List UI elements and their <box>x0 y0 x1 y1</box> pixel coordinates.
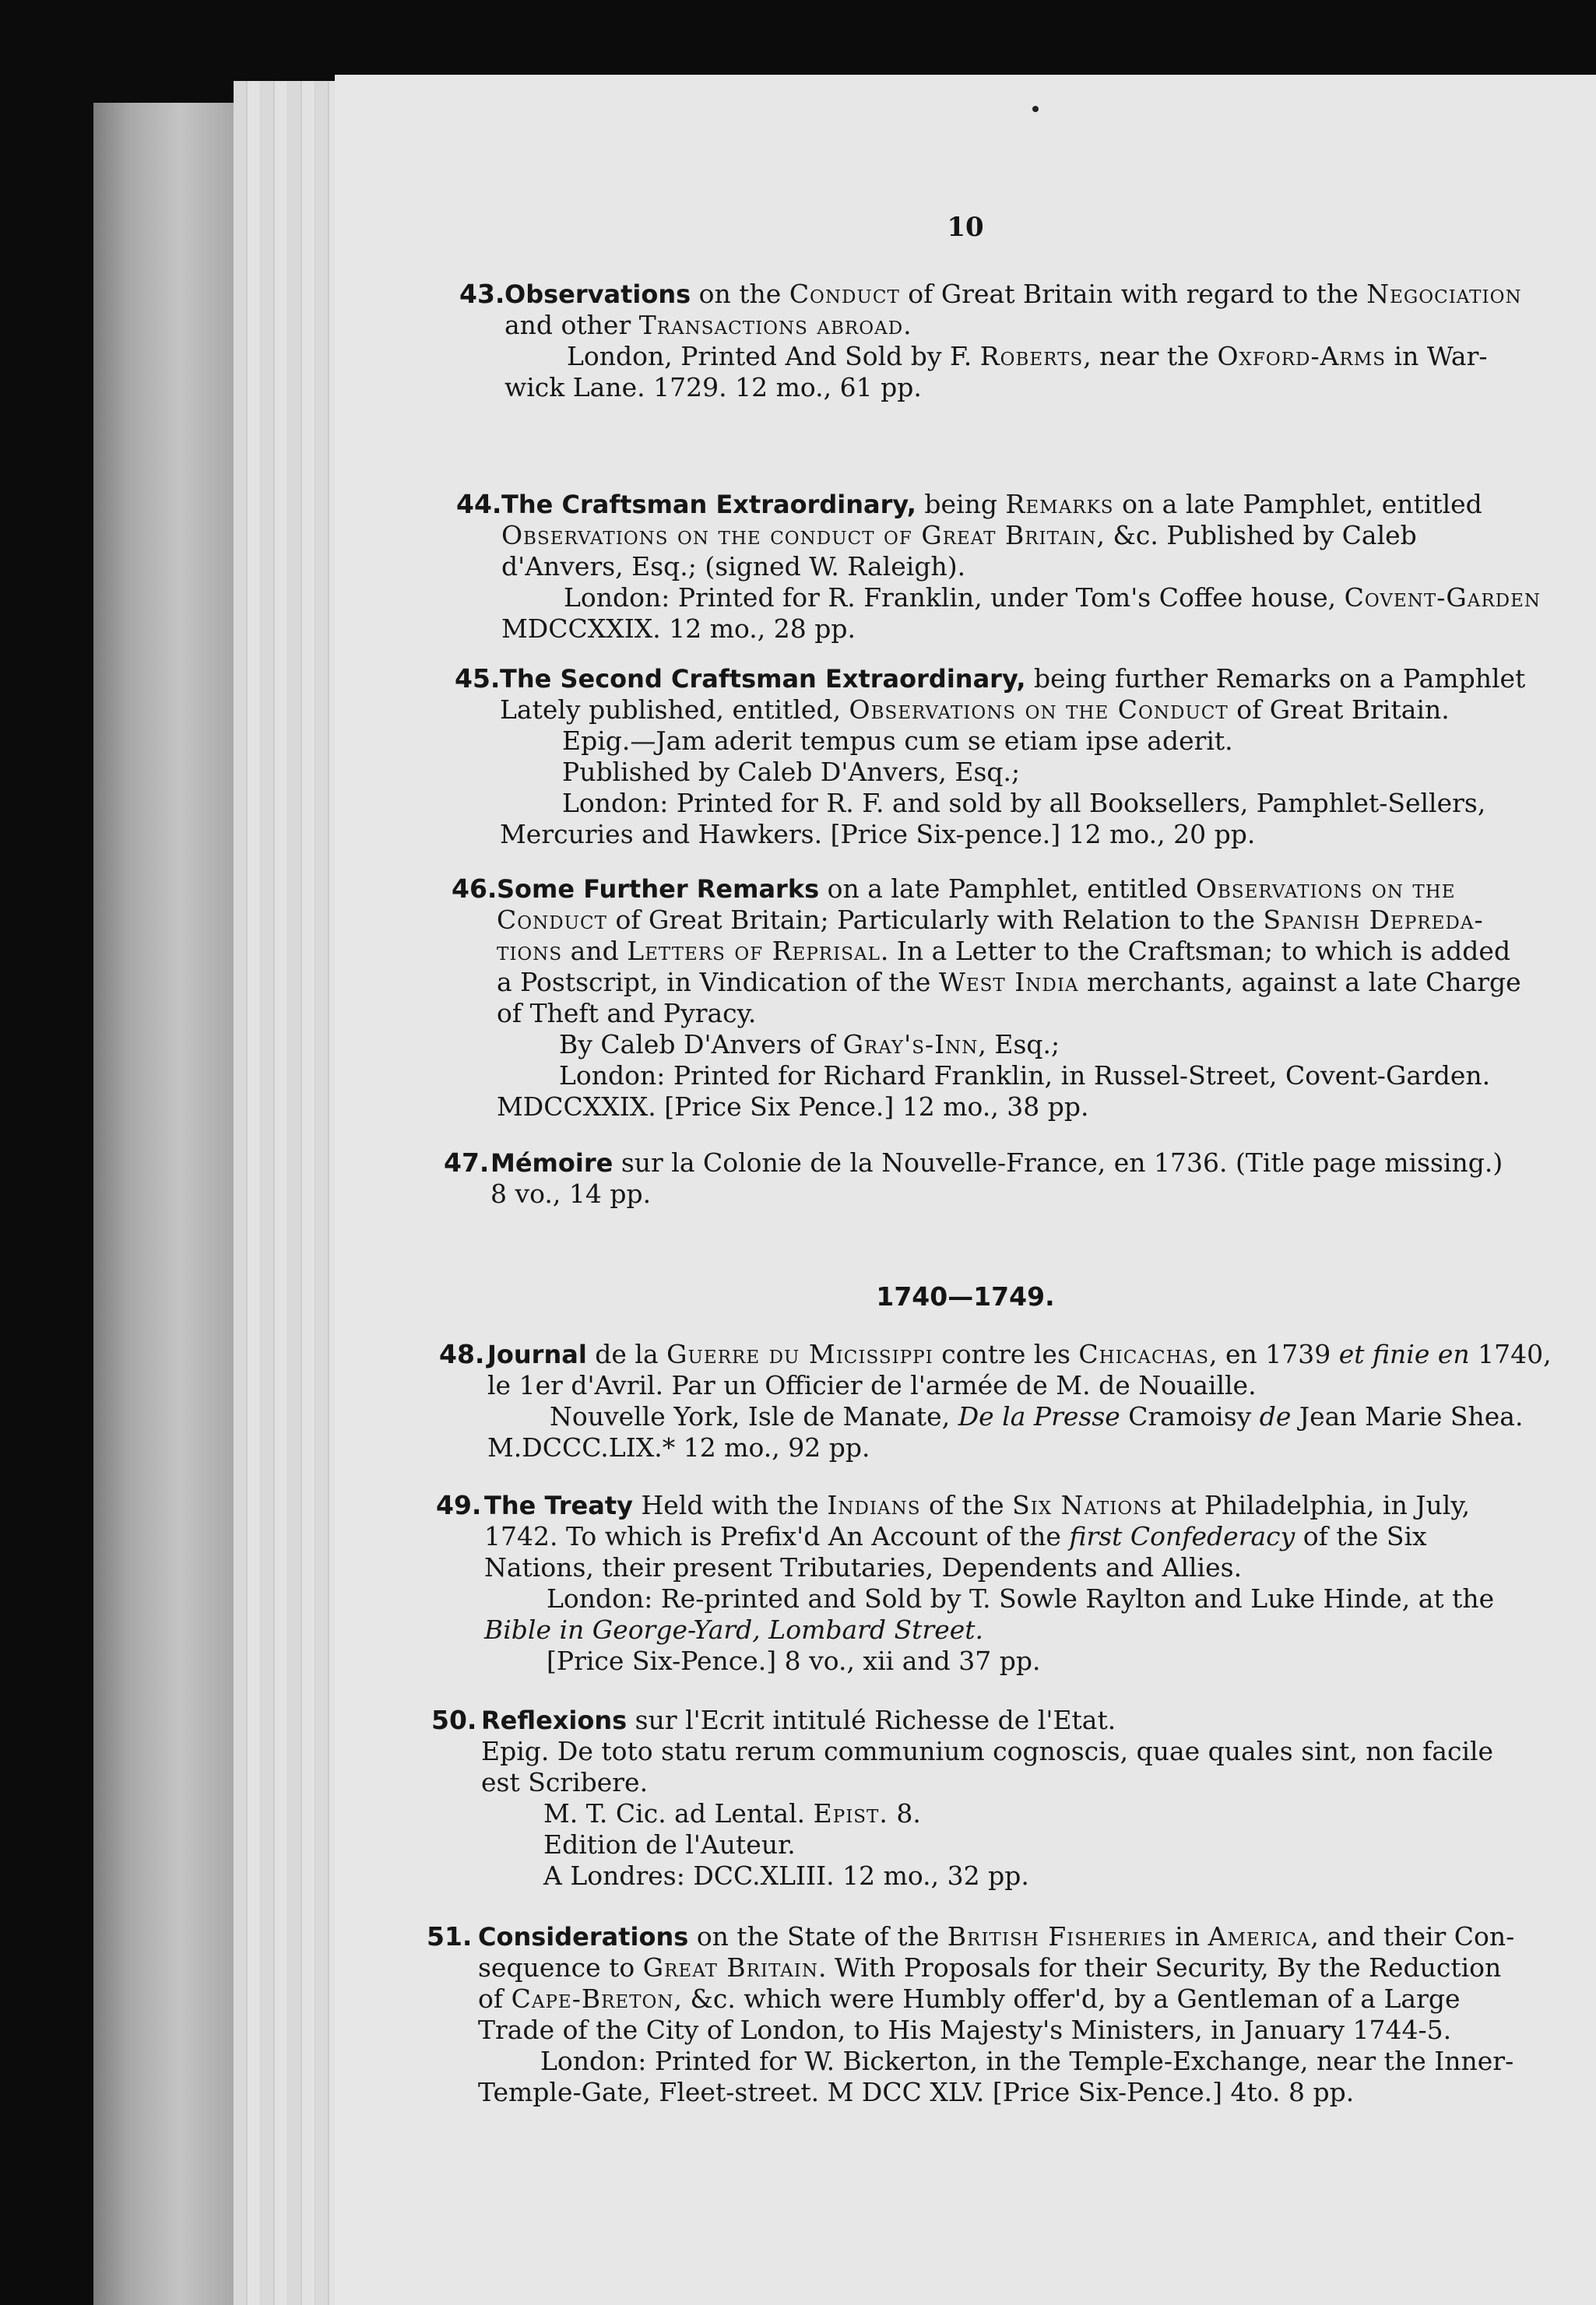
book-page <box>335 75 1596 2305</box>
entry-text: and other <box>504 310 639 340</box>
entry-line <box>497 905 1596 936</box>
entry-text: on a late Pamphlet, entitled <box>1113 489 1482 519</box>
entry-49 <box>436 1490 1596 1677</box>
entry-text: Jean Marie Shea. <box>1291 1401 1524 1432</box>
entry-text: De la Presse <box>958 1401 1120 1432</box>
entry-text: Chicachas <box>1078 1339 1209 1369</box>
entry-text: Indians <box>827 1490 921 1520</box>
entry-text: of <box>478 1983 511 2014</box>
entry-text: London, Printed And Sold by F. <box>567 341 980 371</box>
entry-43 <box>459 279 1596 403</box>
entry-text: , &c. Published by Caleb <box>1096 520 1417 550</box>
entry-text: of the Six <box>1295 1521 1427 1551</box>
entry-text: Nouvelle York, Isle de Manate, <box>550 1401 958 1432</box>
entry-text: , Esq.; <box>978 1029 1060 1059</box>
entry-50 <box>431 1705 1596 1892</box>
entry-text: Cramoisy <box>1120 1401 1260 1432</box>
entry-line <box>487 1339 1596 1370</box>
entry-text: MDCCXXIX. 12 mo., 28 pp. <box>501 613 856 644</box>
entry-line <box>501 582 1596 613</box>
entry-line <box>484 1615 1596 1646</box>
entry-text: British Fisheries <box>947 1921 1167 1952</box>
entry-48 <box>439 1339 1596 1463</box>
entry-title: The Craftsman Extraordinary, <box>501 490 916 519</box>
entry-title: Mémoire <box>490 1148 613 1178</box>
entry-text: London: Re-printed and Sold by T. Sowle Raylton and Luke Hinde, at the <box>547 1583 1495 1614</box>
entry-line <box>497 998 1596 1029</box>
entry-text: of Great Britain. <box>1228 694 1450 725</box>
entry-line <box>500 694 1596 726</box>
entry-line <box>504 279 1596 310</box>
entry-line <box>500 788 1596 819</box>
entry-text: Roberts <box>979 341 1084 371</box>
entry-text: Trade of the City of London, to His Majesty's Ministers, in January 1744-5. <box>478 2015 1452 2045</box>
entry-line <box>490 1179 1596 1210</box>
entry-text: et finie en <box>1338 1339 1470 1369</box>
entry-44 <box>456 489 1596 645</box>
entry-text: London: Printed for R. F. and sold by all Booksellers, Pamphlet-Sellers, <box>562 788 1486 818</box>
entry-line <box>478 1952 1596 1983</box>
entry-line <box>504 372 1596 403</box>
entry-number: 48. <box>439 1339 485 1369</box>
entry-text: Epist. <box>813 1798 888 1829</box>
entry-line <box>487 1432 1596 1463</box>
entry-text: , en 1739 <box>1209 1339 1339 1369</box>
entry-text: Six Nations <box>1012 1490 1163 1520</box>
entry-text: A Londres: DCC.XLIII. 12 mo., 32 pp. <box>543 1861 1029 1891</box>
entry-text: . With Proposals for their Security, By the Reduction <box>817 1952 1502 1983</box>
entry-line <box>500 663 1596 694</box>
entry-line <box>484 1552 1596 1583</box>
entry-text: Remarks <box>1005 489 1114 519</box>
entry-text: on the State of the <box>688 1921 947 1952</box>
entry-text: le 1er d'Avril. Par un Officier de l'armée de M. de Nouaille. <box>487 1370 1257 1400</box>
entry-text: [Price Six-Pence.] 8 vo., xii and 37 pp. <box>547 1646 1041 1676</box>
entry-text: Guerre du Micissippi <box>666 1339 933 1369</box>
entry-text: London: Printed for R. Franklin, under Tom's Coffee house, <box>564 582 1345 613</box>
entry-line <box>497 967 1596 998</box>
entry-text: of Great Britain with regard to the <box>899 279 1367 309</box>
entry-text: Letters of Reprisal <box>627 936 881 966</box>
entry-line <box>481 1798 1596 1829</box>
entry-45 <box>455 663 1596 850</box>
entry-line <box>478 1983 1596 2015</box>
entry-number: 43. <box>459 279 505 309</box>
entry-text: of Great Britain; Particularly with Relation to the <box>607 905 1264 935</box>
entry-line <box>500 726 1596 757</box>
entry-text: on a late Pamphlet, entitled <box>819 873 1196 904</box>
entry-text: Observations on the <box>1195 873 1456 904</box>
entry-title: Observations <box>504 279 691 309</box>
entry-title: Considerations <box>478 1922 689 1952</box>
entry-text: Gray's-Inn <box>842 1029 979 1059</box>
ink-dot <box>1032 106 1039 112</box>
entry-line <box>504 310 1596 341</box>
entry-text: MDCCXXIX. [Price Six Pence.] 12 mo., 38 pp. <box>497 1091 1089 1122</box>
section-heading: 1740—1749. <box>876 1281 1055 1312</box>
entry-text: 8. <box>888 1798 921 1829</box>
entry-text: West India <box>938 967 1079 997</box>
entry-line <box>487 1370 1596 1401</box>
entry-text: and <box>562 936 628 966</box>
entry-number: 51. <box>427 1921 473 1952</box>
entry-line <box>497 1060 1596 1091</box>
entry-text: Epig.—Jam aderit tempus cum se etiam ipse aderit. <box>562 726 1233 756</box>
entry-line <box>484 1646 1596 1677</box>
entry-text: first Confederacy <box>1069 1521 1295 1551</box>
entry-text: Conduct <box>789 279 900 309</box>
entry-text: sur la Colonie de la Nouvelle-France, en 1736. (Title page missing.) <box>613 1147 1503 1178</box>
entry-text: Transactions abroad. <box>638 310 912 340</box>
entry-line <box>478 2046 1596 2077</box>
entry-text: Epig. De toto statu rerum communium cognoscis, quae quales sint, non facile <box>481 1736 1494 1766</box>
entry-text: M.DCCC.LIX.* 12 mo., 92 pp. <box>487 1432 870 1463</box>
entry-text: of Theft and Pyracy. <box>497 998 757 1028</box>
entry-text: Observations on the conduct of Great Britain <box>501 520 1097 550</box>
entry-46 <box>452 873 1596 1123</box>
entry-text: in War- <box>1386 341 1488 371</box>
entry-line <box>481 1767 1596 1798</box>
entry-title: Reflexions <box>481 1706 628 1735</box>
entry-text: . In a Letter to the Craftsman; to which is added <box>880 936 1511 966</box>
entry-text: Edition de l'Auteur. <box>543 1829 796 1860</box>
entry-line <box>481 1736 1596 1767</box>
entry-title: Some Further Remarks <box>497 874 820 904</box>
entry-number: 45. <box>455 663 501 694</box>
entry-line <box>478 1921 1596 1952</box>
entry-text: est Scribere. <box>481 1767 649 1797</box>
entry-text: 1742. To which is Prefix'd An Account of the <box>484 1521 1070 1551</box>
entry-text: tions <box>497 936 563 966</box>
entry-number: 50. <box>431 1705 477 1735</box>
entry-text: London: Printed for Richard Franklin, in Russel-Street, Covent-Garden. <box>559 1060 1491 1091</box>
entry-text: de <box>1259 1401 1292 1432</box>
entry-line <box>490 1147 1596 1179</box>
entry-title: Journal <box>487 1340 587 1369</box>
entry-line <box>504 341 1596 372</box>
entry-text: Great Britain <box>642 1952 818 1983</box>
entry-text: Lately published, entitled, <box>500 694 849 725</box>
entry-line <box>484 1521 1596 1552</box>
entry-text: Oxford-Arms <box>1217 341 1387 371</box>
entry-title: The Treaty <box>484 1491 633 1520</box>
entry-number: 47. <box>444 1147 490 1178</box>
entry-text: merchants, against a late Charge <box>1078 967 1521 997</box>
entry-text: Negociation <box>1366 279 1522 309</box>
entry-line <box>484 1490 1596 1521</box>
entry-line <box>500 757 1596 788</box>
entry-line <box>481 1861 1596 1892</box>
entry-line <box>481 1829 1596 1861</box>
entry-text: M. T. Cic. ad Lental. <box>543 1798 814 1829</box>
entry-number: 49. <box>436 1490 482 1520</box>
entry-text: Spanish Depreda- <box>1263 905 1484 935</box>
entry-text: Published by Caleb D'Anvers, Esq.; <box>562 757 1021 787</box>
entry-51 <box>427 1921 1596 2108</box>
entry-text: By Caleb D'Anvers of <box>559 1029 843 1059</box>
entry-line <box>481 1705 1596 1736</box>
entry-number: 44. <box>456 489 502 519</box>
entry-47 <box>444 1147 1596 1210</box>
entry-line <box>497 936 1596 967</box>
entry-number: 46. <box>452 873 497 904</box>
entry-text: d'Anvers, Esq.; (signed W. Raleigh). <box>501 551 966 582</box>
entry-text: Mercuries and Hawkers. [Price Six-pence.] 12 mo., 20 pp. <box>500 819 1256 849</box>
entry-text: on the <box>691 279 789 309</box>
entry-line <box>501 489 1596 520</box>
entry-text: being <box>916 489 1006 519</box>
entry-line <box>497 1029 1596 1060</box>
entry-text: , and their Con- <box>1310 1921 1515 1952</box>
entry-line <box>497 1091 1596 1123</box>
entry-text: sur l'Ecrit intitulé Richesse de l'Etat. <box>627 1705 1116 1735</box>
entry-text: Nations, their present Tributaries, Dependents and Allies. <box>484 1552 1243 1583</box>
entry-text: Temple-Gate, Fleet-street. M DCC XLV. [Price Six-Pence.] 4to. 8 pp. <box>478 2077 1355 2107</box>
entry-text: in <box>1166 1921 1208 1952</box>
entry-text: Conduct <box>497 905 607 935</box>
entry-text: 8 vo., 14 pp. <box>490 1179 652 1209</box>
entry-text: , near the <box>1083 341 1218 371</box>
entry-line <box>501 613 1596 645</box>
entry-line <box>487 1401 1596 1432</box>
entry-text: Observations on the Conduct <box>849 694 1229 725</box>
entry-text: 1740, <box>1469 1339 1552 1369</box>
entry-text: Bible in George-Yard, Lombard Street. <box>484 1615 984 1645</box>
entry-text: at Philadelphia, in July, <box>1162 1490 1471 1520</box>
entry-line <box>484 1583 1596 1615</box>
entry-text: America <box>1208 1921 1311 1952</box>
entry-text: Cape-Breton <box>511 1983 674 2014</box>
entry-text: Covent-Garden <box>1344 582 1542 613</box>
entry-text: sequence to <box>478 1952 643 1983</box>
entry-line <box>501 520 1596 551</box>
entry-title: The Second Craftsman Extraordinary, <box>500 664 1026 694</box>
entry-text: being further Remarks on a Pamphlet <box>1025 663 1526 694</box>
entry-text: de la <box>586 1339 667 1369</box>
entry-line <box>500 819 1596 850</box>
entry-line <box>501 551 1596 582</box>
entry-line <box>478 2015 1596 2046</box>
entry-line <box>478 2077 1596 2108</box>
entry-text: wick Lane. 1729. 12 mo., 61 pp. <box>504 372 922 402</box>
entry-text: contre les <box>933 1339 1079 1369</box>
page-number: 10 <box>947 212 984 243</box>
entry-text: a Postscript, in Vindication of the <box>497 967 939 997</box>
entry-text: of the <box>920 1490 1013 1520</box>
entry-text: , &c. which were Humbly offer'd, by a Gentleman of a Large <box>673 1983 1461 2014</box>
entry-line <box>497 873 1596 905</box>
entry-text: London: Printed for W. Bickerton, in the Temple-Exchange, near the Inner- <box>540 2046 1514 2076</box>
entry-text: Held with the <box>633 1490 828 1520</box>
